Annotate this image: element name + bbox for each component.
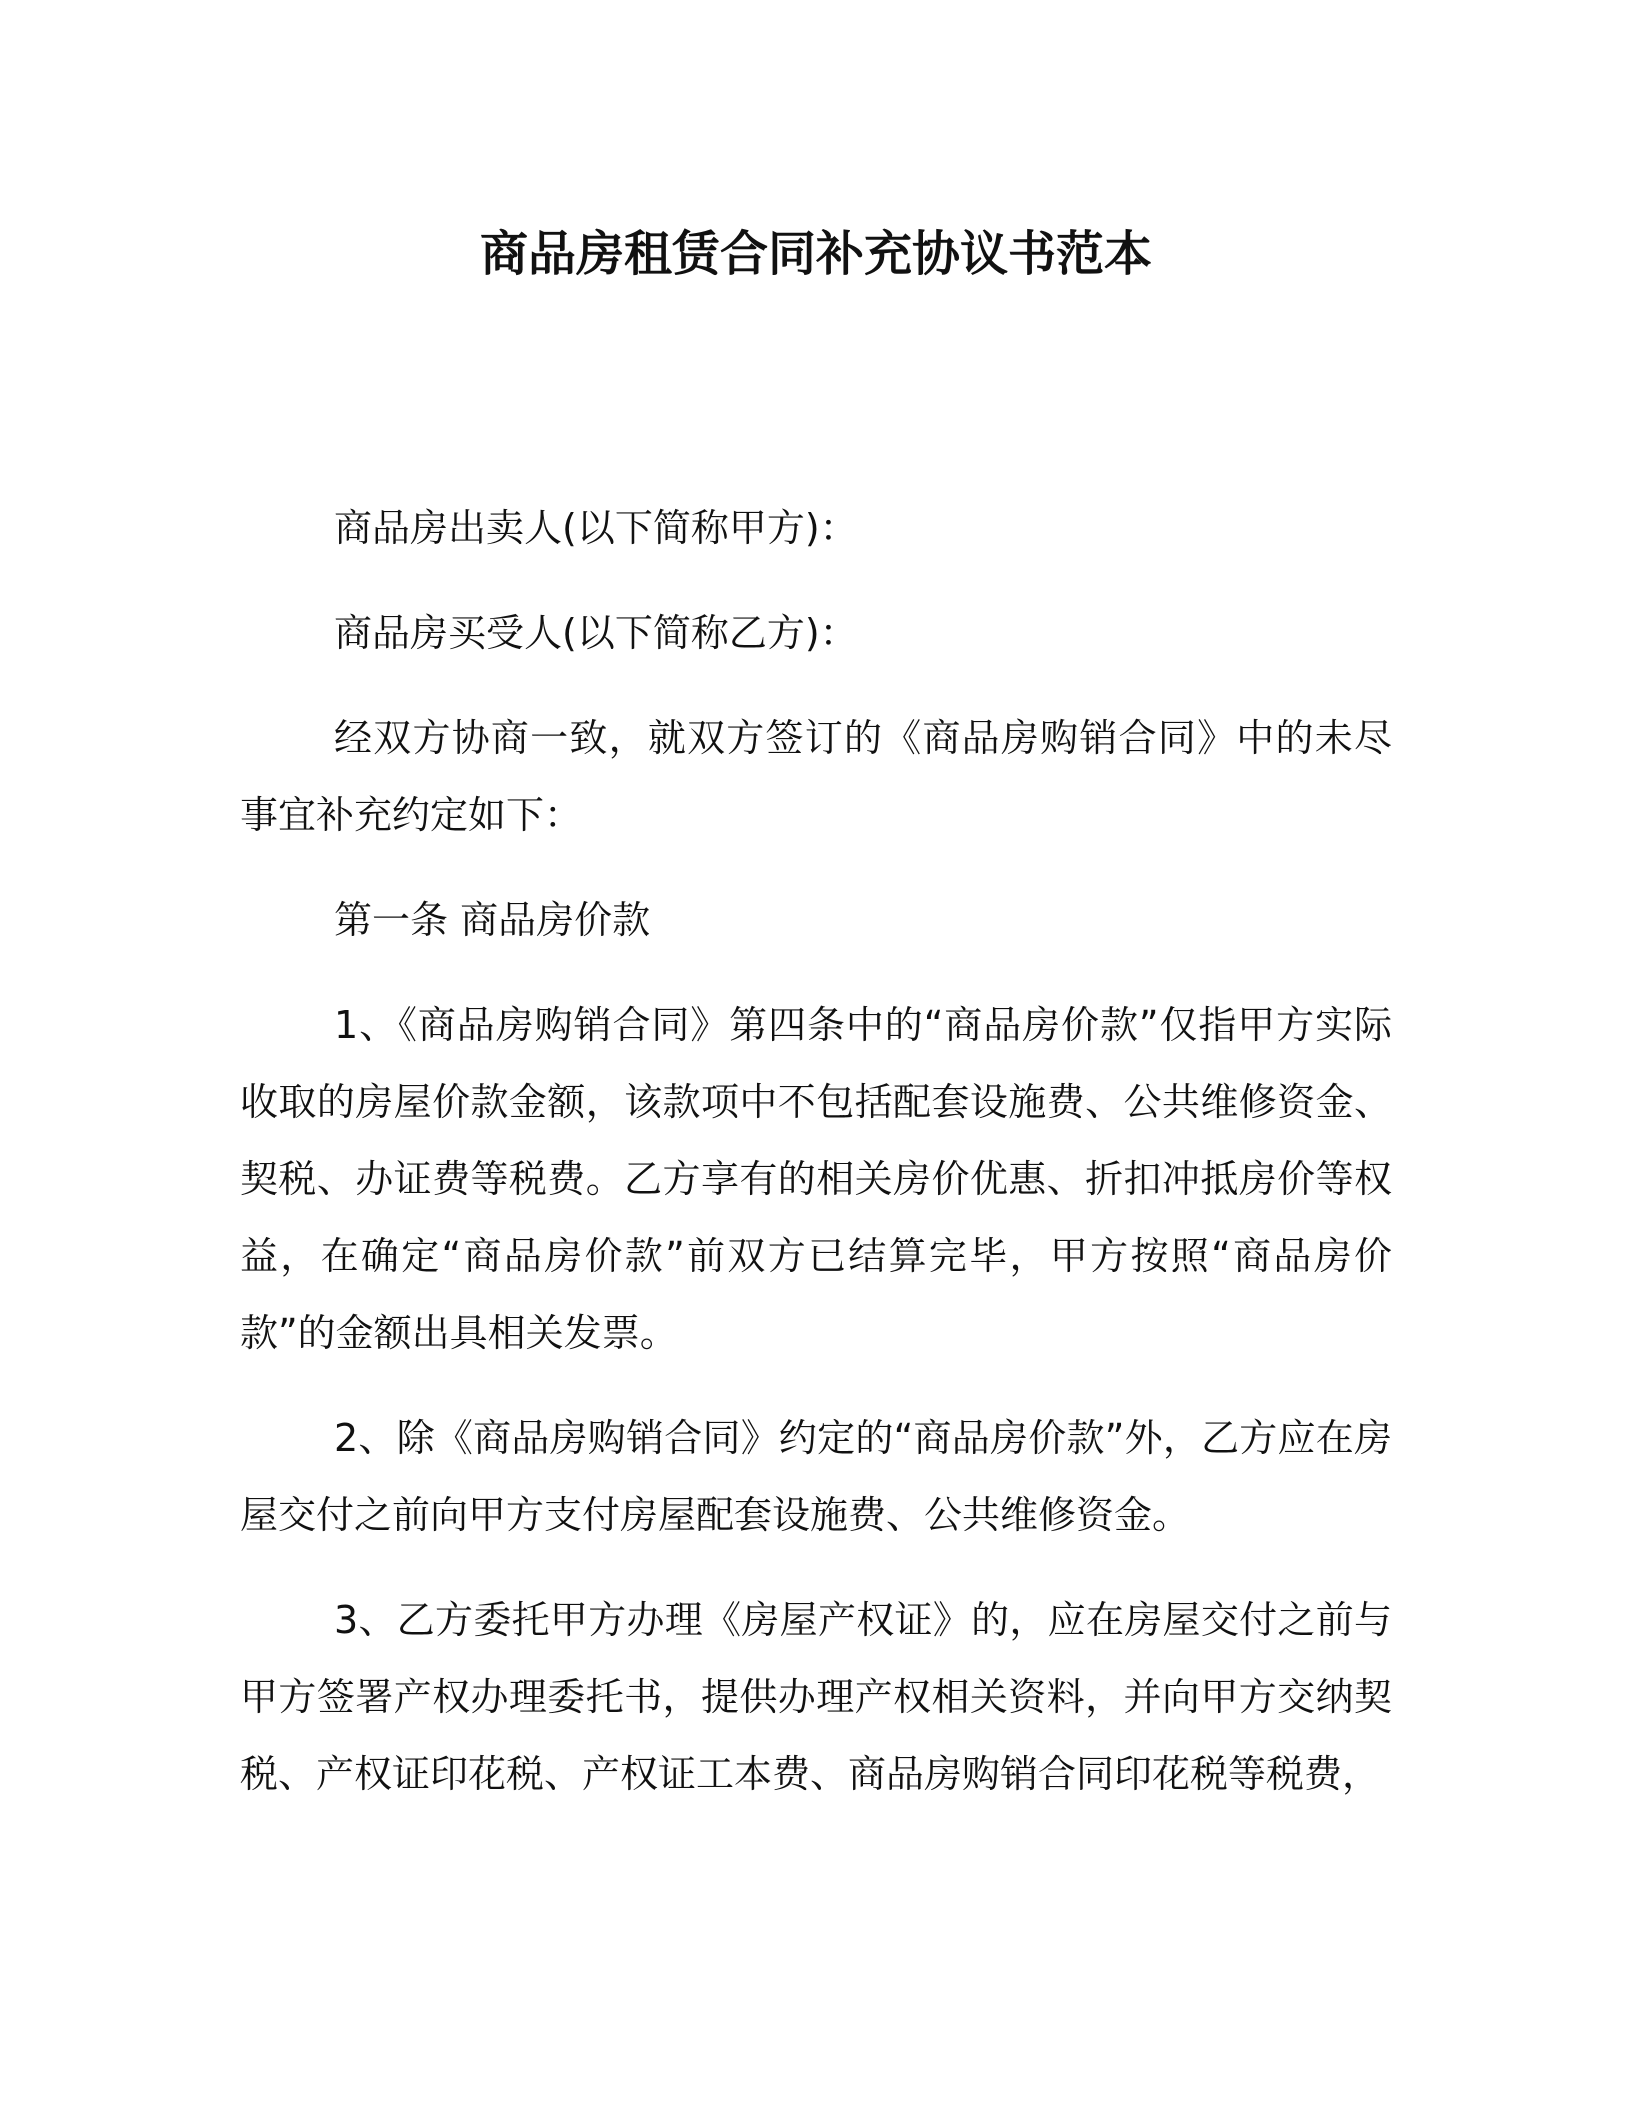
document-title: 商品房租赁合同补充协议书范本 (479, 226, 1152, 282)
preamble-paragraph: 经双方协商一致，就双方签订的《商品房购销合同》中的未尽事宜补充约定如下： (240, 716, 1392, 837)
party-b-line: 商品房买受人(以下简称乙方)： (334, 611, 858, 655)
clause-3-paragraph: 3、乙方委托甲方办理《房屋产权证》的，应在房屋交付之前与甲方签署产权办理委托书，提供办理产权相关资料，并向甲方交纳契税、产权证印花税、产权证工本费、商品房购销合同印花税等税费， (240, 1598, 1392, 1796)
party-a-line: 商品房出卖人(以下简称甲方)： (334, 506, 858, 550)
clause-1-paragraph: 1、《商品房购销合同》第四条中的“商品房价款”仅指甲方实际收取的房屋价款金额，该款项中不包括配套设施费、公共维修资金、契税、办证费等税费。乙方享有的相关房价优惠、折扣冲抵房价等权益，在确定“商品房价款”前双方已结算完毕，甲方按照“商品房价款”的金额出具相关发票。 (240, 1003, 1392, 1355)
clause-2-paragraph: 2、除《商品房购销合同》约定的“商品房价款”外，乙方应在房屋交付之前向甲方支付房屋配套设施费、公共维修资金。 (240, 1416, 1392, 1537)
article-heading: 第一条 商品房价款 (334, 898, 651, 942)
document-body (240, 490, 1392, 1841)
